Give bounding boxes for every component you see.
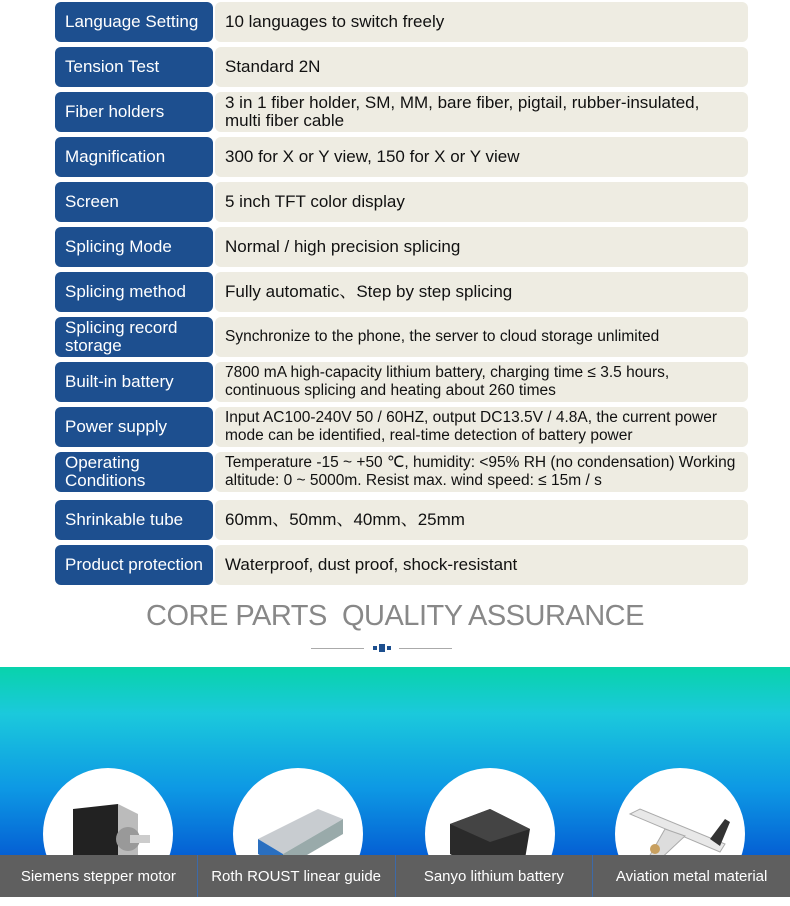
spec-row <box>55 137 748 177</box>
spec-label: Fiber holders <box>55 92 213 132</box>
spec-label: Operating Conditions <box>55 452 213 492</box>
spec-value: 10 languages to switch freely <box>215 2 748 42</box>
spec-row <box>55 500 748 540</box>
parts-banner <box>0 667 790 855</box>
spec-value: Waterproof, dust proof, shock-resistant <box>215 545 748 585</box>
spec-row <box>55 182 748 222</box>
spec-label: Tension Test <box>55 47 213 87</box>
spec-value: 5 inch TFT color display <box>215 182 748 222</box>
title-divider <box>311 648 452 650</box>
part-caption: Siemens stepper motor <box>0 855 198 897</box>
spec-value: Temperature -15 ~ +50 ℃, humidity: <95% RH (no condensation) Working altitude: 0 ~ 5000m. Resist max. wind speed: ≤ 15m / s <box>215 452 748 492</box>
spec-value: Standard 2N <box>215 47 748 87</box>
spec-value: 7800 mA high-capacity lithium battery, charging time ≤ 3.5 hours, continuous splicing and heating about 260 times <box>215 362 748 402</box>
spec-value: Input AC100-240V 50 / 60HZ, output DC13.5V / 4.8A, the current power mode can be identified, real-time detection of battery power <box>215 407 748 447</box>
spec-row <box>55 272 748 312</box>
spec-label: Power supply <box>55 407 213 447</box>
spec-row <box>55 227 748 267</box>
spec-value: 3 in 1 fiber holder, SM, MM, bare fiber, pigtail, rubber-insulated, multi fiber cable <box>215 92 748 132</box>
spec-label: Language Setting <box>55 2 213 42</box>
spec-label: Screen <box>55 182 213 222</box>
spec-row <box>55 47 748 87</box>
spec-row <box>55 545 748 585</box>
part-caption: Roth ROUST linear guide <box>198 855 396 897</box>
spec-value: 300 for X or Y view, 150 for X or Y view <box>215 137 748 177</box>
spec-label: Splicing Mode <box>55 227 213 267</box>
spec-label: Product protection <box>55 545 213 585</box>
spec-value: Synchronize to the phone, the server to cloud storage unlimited <box>215 317 748 357</box>
spec-label: Built-in battery <box>55 362 213 402</box>
spec-value: Normal / high precision splicing <box>215 227 748 267</box>
part-caption: Aviation metal material <box>615 867 768 885</box>
part-caption: Sanyo lithium battery <box>396 855 594 897</box>
spec-row <box>55 452 748 492</box>
spec-label: Splicing method <box>55 272 213 312</box>
spec-label: Shrinkable tube <box>55 500 213 540</box>
spec-row <box>55 407 748 447</box>
section-title: CORE PARTS QUALITY ASSURANCE <box>146 600 644 632</box>
spec-value: Fully automatic、Step by step splicing <box>215 272 748 312</box>
spec-value: 60mm、50mm、40mm、25mm <box>215 500 748 540</box>
spec-label: Splicing record storage <box>55 317 213 357</box>
spec-row <box>55 317 748 357</box>
parts-caption-bar <box>0 855 790 897</box>
spec-label: Magnification <box>55 137 213 177</box>
spec-row <box>55 2 748 42</box>
spec-row <box>55 362 748 402</box>
spec-row <box>55 92 748 132</box>
